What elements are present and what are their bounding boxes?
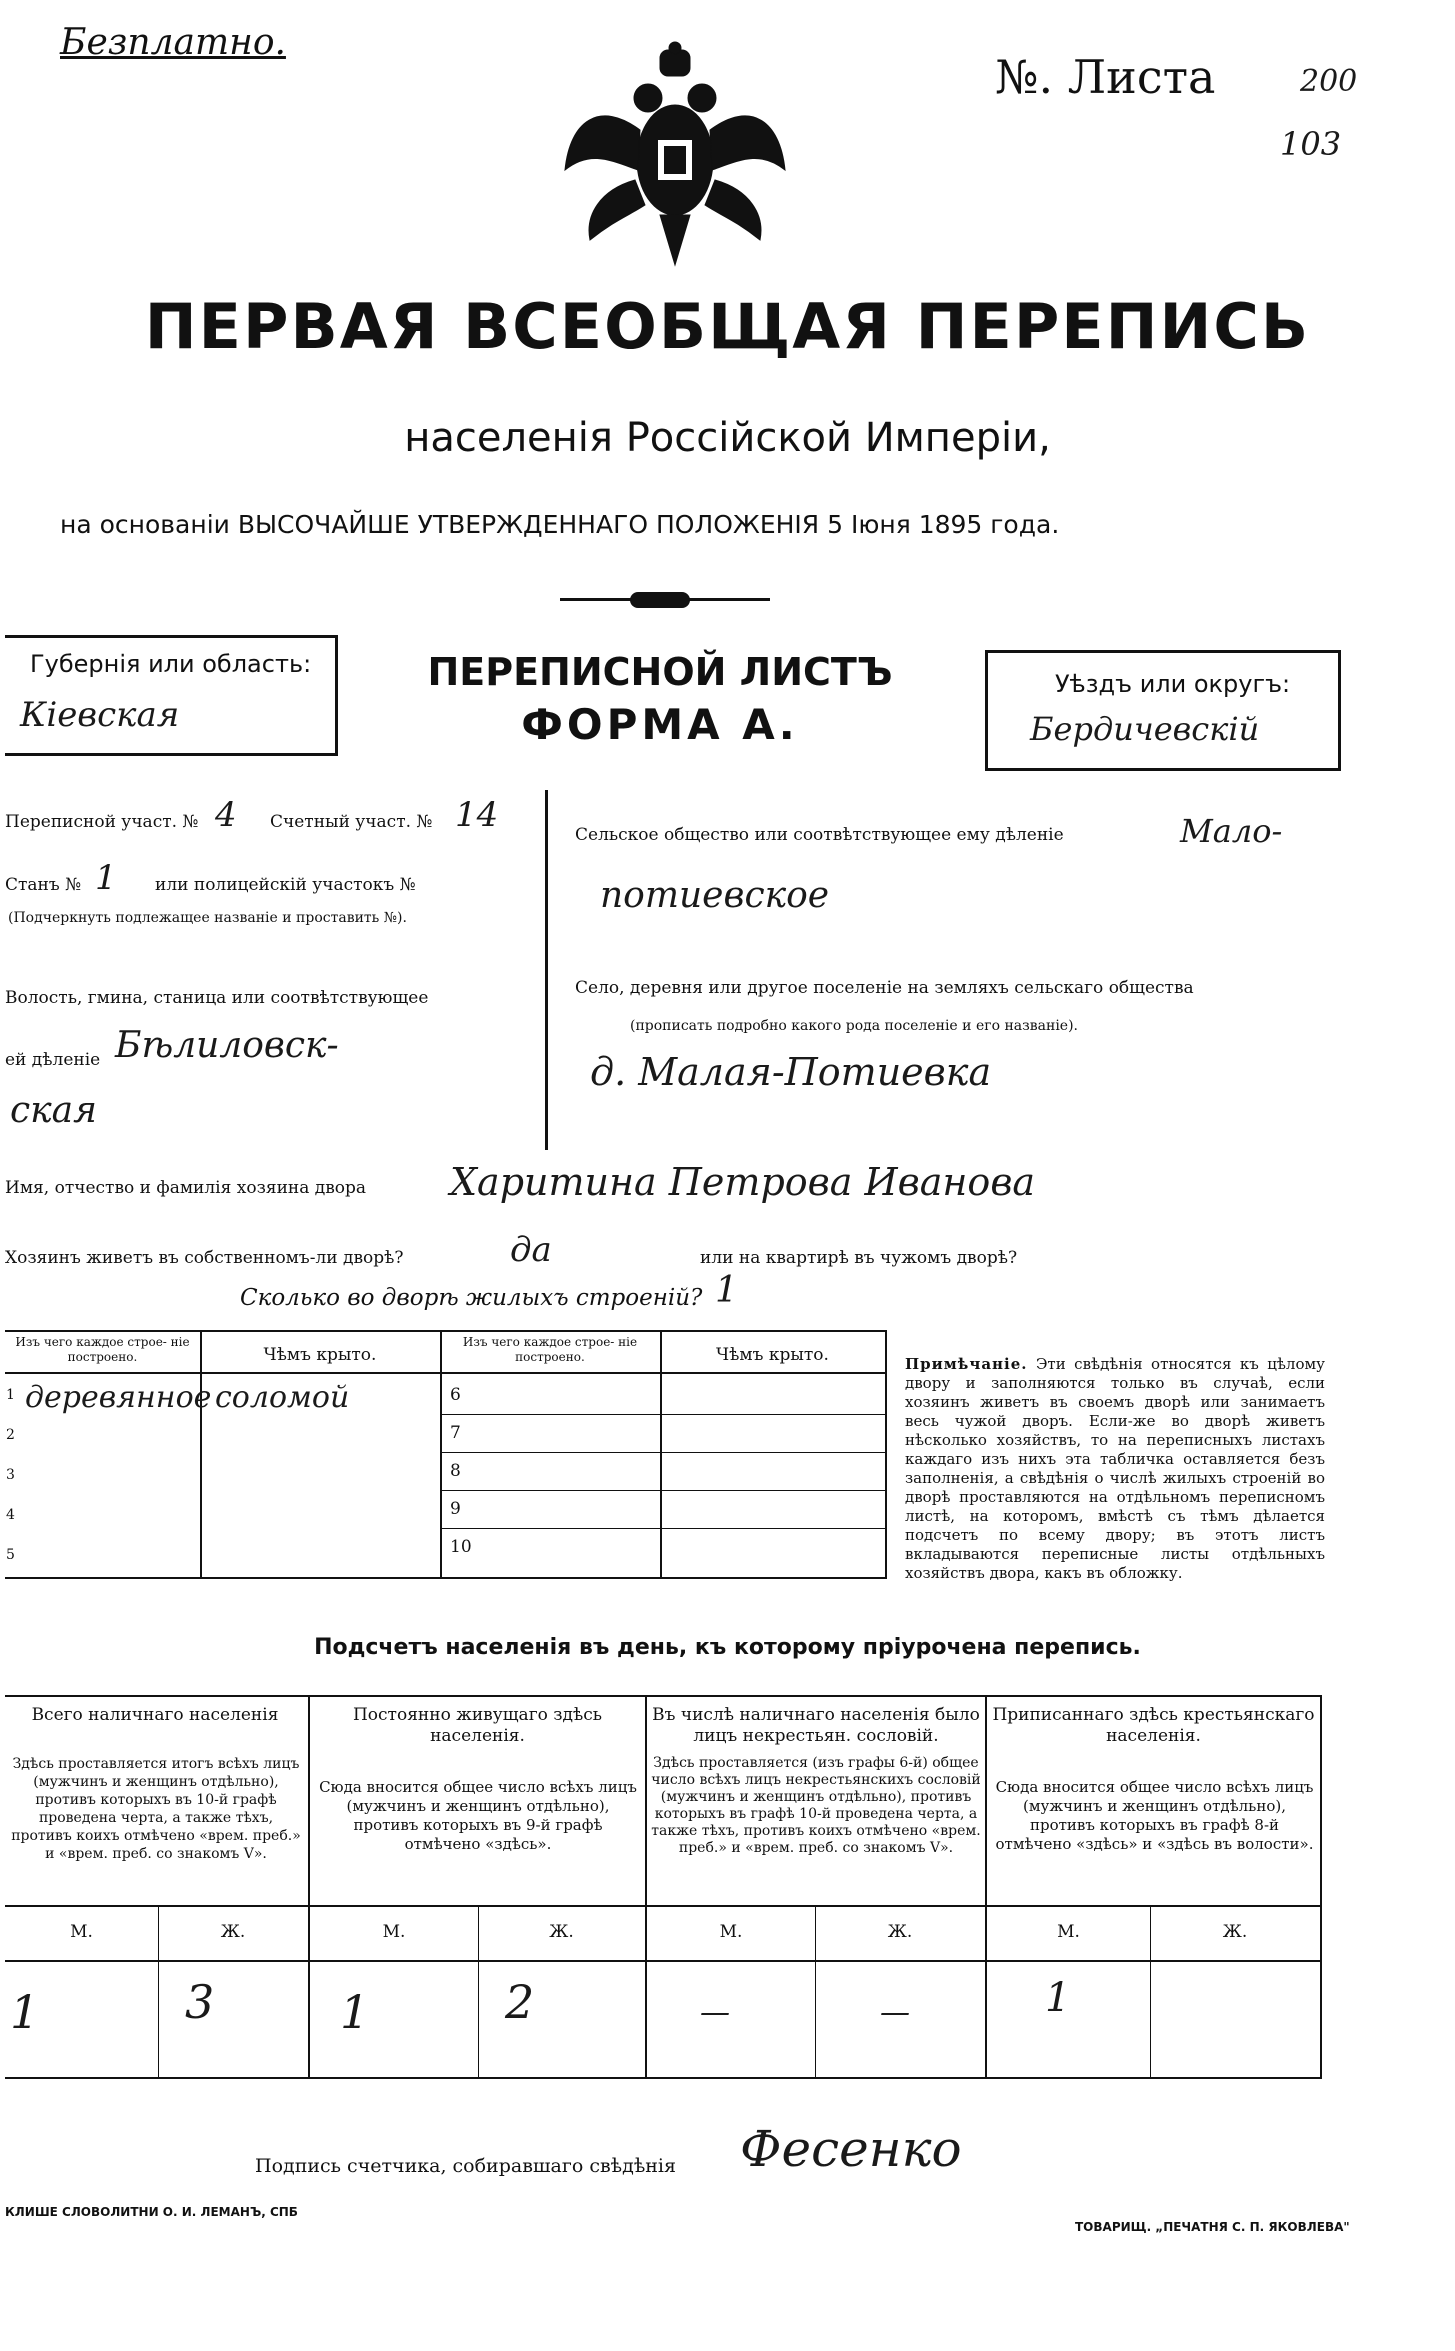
pt-col1-head: Всего наличнаго населенія	[31, 1705, 279, 1725]
pt-col4-m-value: 1	[1045, 1975, 1071, 2021]
pt-vline	[645, 1695, 647, 2077]
pt-col4-f-label: Ж.	[1222, 1922, 1248, 1942]
fields-divider	[545, 790, 548, 1150]
pt-col3-m-label: М.	[719, 1922, 743, 1942]
bt-right-row-num: 7	[450, 1423, 461, 1443]
own-yard-value: да	[510, 1230, 552, 1270]
volost-value: Бѣлиловск-	[115, 1025, 339, 1066]
buildings-value: 1	[715, 1270, 738, 1311]
bt-col-roof-right: Чѣмъ крыто.	[716, 1345, 829, 1365]
form-subtitle: ФОРМА А.	[521, 700, 799, 749]
bt-right-row-num: 10	[450, 1537, 472, 1557]
pt-col1-m-value: 1	[10, 1985, 40, 2039]
bt-vline-mid	[440, 1330, 442, 1577]
bt-material-value: деревянное	[25, 1380, 212, 1415]
side-note-heading: Примѣчаніе.	[905, 1355, 1028, 1373]
bt-row-num: 2	[6, 1427, 15, 1443]
pt-col3-desc: Здѣсь проставляется (изъ графы 6-й) общее число всѣхъ лицъ некрестьянскихъ сословій (мужчинъ и женщинъ отдѣльно), противъ которыхъ въ графѣ 10-й проведена черта, а также тѣхъ, противъ коихъ отмѣчено «врем. преб.» и «врем. преб. со знакомъ V».	[651, 1755, 981, 1856]
population-title: Подсчетъ населенія въ день, къ которому пріурочена перепись.	[314, 1635, 1141, 1660]
main-title: ПЕРВАЯ ВСЕОБЩАЯ ПЕРЕПИСЬ	[144, 290, 1311, 363]
pt-col1-f-label: Ж.	[220, 1922, 246, 1942]
uezd-label: Уѣздъ или округъ:	[1055, 670, 1291, 698]
society-label: Сельское общество или соотвѣтствующее ему дѣленіе	[575, 825, 1064, 845]
imperial-eagle-emblem	[560, 40, 790, 270]
buildings-table	[5, 1330, 887, 1579]
volost-value-2: ская	[10, 1090, 97, 1131]
bt-right-row-line	[440, 1490, 885, 1491]
pt-col1-m-label: М.	[70, 1922, 93, 1942]
census-area-label: Переписной участ. №	[5, 812, 199, 832]
sheet-number-label: №. Листа	[995, 50, 1216, 104]
guberniya-label: Губернія или область:	[30, 650, 312, 678]
pt-col4-desc: Сюда вносится общее число всѣхъ лицъ (мужчинъ и женщинъ отдѣльно), противъ которыхъ въ графѣ 8-й отмѣчено «здѣсь» и «здѣсь въ волости».	[995, 1778, 1314, 1853]
pt-col1-f-value: 3	[185, 1975, 215, 2029]
uezd-value: Бердичевскій	[1030, 710, 1260, 748]
bt-col-roof: Чѣмъ крыто.	[263, 1345, 377, 1365]
pt-col4-m-label: М.	[1057, 1922, 1080, 1942]
bt-hline	[5, 1372, 885, 1374]
society-value: Мало-	[1180, 812, 1283, 850]
volost-label: Волость, гмина, станица или соотвѣтствующее	[5, 988, 429, 1008]
census-area-value: 4	[215, 795, 237, 835]
pt-vline	[985, 1695, 987, 2077]
buildings-label: Сколько во дворѣ жилыхъ строеній?	[240, 1285, 703, 1311]
subtitle: населенія Россійской Имперіи,	[404, 415, 1051, 461]
bt-col-material: Изъ чего каждое строе- ніе построено.	[15, 1335, 190, 1364]
counter-signature: Фесенко	[740, 2120, 962, 2178]
side-note-text: Эти свѣдѣнія относятся къ цѣлому двору и заполняются только въ случаѣ, если хозяинъ живетъ въ своемъ дворѣ или занимаетъ весь чужой дворъ. Если-же во дворѣ живетъ нѣсколько хозяйствъ, то на переписныхъ листахъ каждаго изъ нихъ эта табличка оставляется безъ заполненія, а свѣдѣнія о числѣ жилыхъ строеній во дворѣ проставляются на отдѣльномъ переписномъ листѣ, на которомъ, вмѣстѣ съ тѣмъ дѣлается подсчетъ по всему двору; въ этотъ листъ вкладываются переписные листы отдѣльныхъ хозяйствъ двора, какъ въ обложку.	[905, 1355, 1325, 1582]
bt-row-num: 1	[6, 1387, 15, 1403]
bt-roof-value: соломой	[215, 1380, 350, 1415]
pt-hline	[5, 1905, 1322, 1907]
bt-col-material-right: Изъ чего каждое строе- ніе построено.	[462, 1335, 638, 1364]
own-yard-label: Хозяинъ живетъ въ собственномъ-ли дворѣ?	[5, 1248, 404, 1268]
footer-right: ТОВАРИЩ. „ПЕЧАТНЯ С. П. ЯКОВЛЕВА"	[1075, 2220, 1350, 2234]
side-note	[905, 1355, 1325, 1583]
guberniya-value: Кіевская	[20, 695, 180, 735]
bt-right-row-line	[440, 1452, 885, 1453]
village-label: Село, деревня или другое поселеніе на земляхъ сельскаго общества	[575, 978, 1194, 998]
bt-right-row-num: 6	[450, 1385, 461, 1405]
pt-col1-desc: Здѣсь проставляется итогъ всѣхъ лицъ (мужчинъ и женщинъ отдѣльно), противъ которыхъ въ 10-й графѣ проведена черта, а также тѣхъ, противъ коихъ отмѣчено «врем. преб.» и «врем. преб. со знакомъ V».	[11, 1756, 301, 1862]
society-value-2: потиевское	[600, 875, 830, 916]
owner-name-value: Харитина Петрова Иванова	[450, 1160, 1036, 1204]
count-area-value: 14	[455, 795, 499, 835]
pt-col2-f-label: Ж.	[549, 1922, 574, 1942]
pt-col3-f-label: Ж.	[887, 1922, 913, 1942]
bt-vline-3	[660, 1330, 662, 1577]
bt-row-num: 5	[6, 1547, 15, 1563]
free-label: Безплатно.	[60, 22, 286, 63]
pt-col2-f-value: 2	[505, 1975, 535, 2029]
footer-left: КЛИШЕ СЛОВОЛИТНИ О. И. ЛЕМАНЪ, СПБ	[5, 2205, 298, 2219]
owner-name-label: Имя, отчество и фамилія хозяина двора	[5, 1178, 367, 1198]
village-value: д. Малая-Потиевка	[590, 1050, 992, 1094]
sheet-number-extra: 103	[1280, 125, 1342, 163]
form-title: ПЕРЕПИСНОЙ ЛИСТЪ	[427, 650, 893, 694]
bt-row-num: 4	[6, 1507, 15, 1523]
pt-col2-head: Постоянно живущаго здѣсь населенія.	[352, 1705, 603, 1746]
volost-label-2: ей дѣленіе	[5, 1050, 101, 1070]
rent-label: или на квартирѣ въ чужомъ дворѣ?	[700, 1248, 1018, 1268]
signature-label: Подпись счетчика, собиравшаго свѣдѣнія	[255, 2155, 676, 2177]
bt-vline-1	[200, 1330, 202, 1577]
field-note: (Подчеркнуть подлежащее названіе и проставить №).	[8, 910, 407, 926]
police-label: или полицейскій участокъ №	[155, 875, 416, 895]
stan-value: 1	[95, 858, 117, 898]
ornament-center	[630, 592, 690, 608]
bt-right-row-num: 9	[450, 1499, 461, 1519]
count-area-label: Счетный участ. №	[270, 812, 433, 832]
bt-right-row-line	[440, 1414, 885, 1415]
pt-col3-m-value: —	[700, 1995, 730, 2030]
bt-row-num: 3	[6, 1467, 15, 1483]
bt-right-row-line	[440, 1528, 885, 1529]
sheet-number-value: 200	[1300, 64, 1358, 99]
pt-col4-head: Приписаннаго здѣсь крестьянскаго населенія.	[992, 1705, 1315, 1746]
village-note: (прописать подробно какого рода поселеніе и его названіе).	[630, 1018, 1078, 1034]
pt-col3-f-value: —	[880, 1995, 910, 2030]
pt-vline	[308, 1695, 310, 2077]
pt-col2-m-value: 1	[340, 1985, 370, 2039]
bt-right-row-num: 8	[450, 1461, 461, 1481]
pt-col2-desc: Сюда вносится общее число всѣхъ лицъ (мужчинъ и женщинъ отдѣльно), противъ которыхъ въ 9-й графѣ отмѣчено «здѣсь».	[319, 1778, 637, 1853]
pt-col3-head: Въ числѣ наличнаго населенія было лицъ некрестьян. сословій.	[652, 1705, 980, 1746]
pt-hline	[5, 1960, 1322, 1962]
stan-label: Станъ №	[5, 875, 82, 895]
basis-line: на основаніи ВЫСОЧАЙШЕ УТВЕРЖДЕННАГО ПОЛОЖЕНІЯ 5 Іюня 1895 года.	[60, 510, 1060, 539]
pt-col2-m-label: М.	[382, 1922, 406, 1942]
